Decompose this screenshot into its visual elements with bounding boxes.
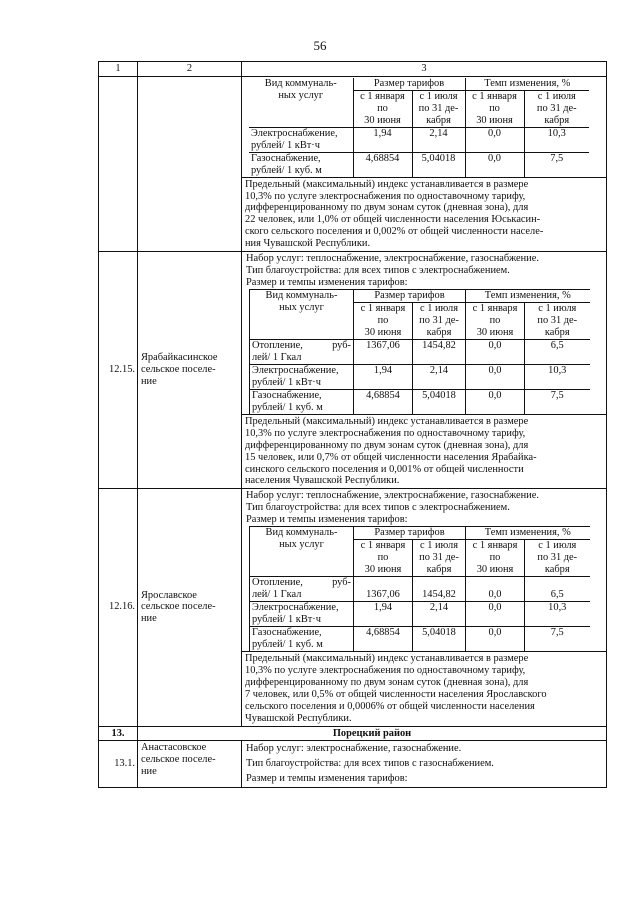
settlement-name: Ярославское сельское поселе- ние: [138, 489, 242, 726]
page-number: 56: [313, 38, 327, 53]
tariff-size-header: Размер тарифов: [353, 78, 465, 90]
inner-tariff-table: Вид коммуналь- ных услуг Размер тарифов Темп изменения, % с 1 января по 30 июня с 1 июля по 31 де- кабря с 1 января по 30 июня с 1 июля по 31 де- кабря Отопление, руб- лей/ 1 Гкал 1367,06 1454,82 0,0 6,5 Электроснабжение, рублей/ 1 кВт·ч 1,94 2,14 0,0 10,3 Газоснабжение, рублей/ 1 куб. м 4,68854 5,04018 0,0 7,5: [249, 289, 590, 414]
settlement-name: Ярабайкасинское сельское поселе- ние: [138, 252, 242, 489]
row-content: Набор услуг: теплоснабжение, электроснабжение, газоснабжение. Тип благоустройства: для всех типов с электроснабжением. Размер и темпы изменения тарифов: Вид коммуналь- ных услуг Размер тарифов Темп изменения, % с 1 января по 30 июня с 1 июля по 31 де- кабря с 1 января по 30 июня с 1 июля по 31 де- кабря Отопление, руб- лей/ 1 Гкал 1367,06 1454,82 0,0 6,5 Электроснабжение, рублей/ 1 кВт·ч 1,94 2,14 0,0 10,3 Газоснабжение, рублей/ 1 куб. м 4,68854 5,04018 0,0 7,5 Предельный (максимальный) индекс устанавливается в размере 10,3% по услуге электроснабжения по одноставочному тарифу, дифференцированному по двум зонам суток (дневная зона), для 15 человек, или 0,7% от общей численности населения Ярабайка- синского сельского поселения и 0,001% от общей численности населения Чувашской Республики.: [242, 252, 607, 489]
service-row: Электроснабжение, рублей/ 1 кВт·ч 1,94 2,14 0,0 10,3: [249, 127, 589, 152]
index-note: Предельный (максимальный) индекс устанавливается в размере 10,3% по услуге электроснабжения по одноставочному тарифу, дифференцированному по двум зонам суток (дневная зона), для 15 человек, или 0,7% от общей численности населения Ярабайка- синского сельского поселения и 0,001% от общей численности населения Чувашской Республики.: [242, 414, 606, 488]
region-number: 13.: [99, 726, 138, 741]
table-row-12-15: [99, 252, 607, 489]
table-header-row: [99, 62, 607, 77]
index-note: Предельный (максимальный) индекс устанавливается в размере 10,3% по услуге электроснабжения по одноставочному тарифу, дифференцированному по двум зонам суток (дневная зона), для 7 человек, или 0,5% от общей численности населения Ярославского сельского поселения и 0,0006% от общей численности населения Чувашской Республики.: [242, 651, 606, 725]
service-row: Электроснабжение, рублей/ 1 кВт·ч 1,94 2,14 0,0 10,3: [250, 601, 590, 626]
row-content: Набор услуг: теплоснабжение, электроснабжение, газоснабжение. Тип благоустройства: для всех типов с электроснабжением. Размер и темпы изменения тарифов: Вид коммуналь- ных услуг Размер тарифов Темп изменения, % с 1 января по 30 июня с 1 июля по 31 де- кабря с 1 января по 30 июня с 1 июля по 31 де- кабря Отопление, руб- лей/ 1 Гкал 1367,06 1454,82 0,0 6,5 Электроснабжение, рублей/ 1 кВт·ч 1,94 2,14 0,0 10,3 Газоснабжение, рублей/ 1 куб. м 4,68854 5,04018 0,0 7,5 Предельный (максимальный) индекс устанавливается в размере 10,3% по услуге электроснабжения по одноставочному тарифу, дифференцированному по двум зонам суток (дневная зона), для 7 человек, или 0,5% от общей численности населения Ярославского сельского поселения и 0,0006% от общей численности населения Чувашской Республики.: [242, 489, 607, 726]
column-header-2: 2: [138, 62, 242, 77]
service-row: Газоснабжение, рублей/ 1 куб. м 4,68854 5,04018 0,0 7,5: [250, 626, 590, 650]
inner-tariff-table: Вид коммуналь- ных услуг Размер тарифов Темп изменения, % с 1 января по 30 июня с 1 июля по 31 де- кабря с 1 января по 30 июня с 1 июля по 31 де- кабря Отопление, руб- лей/ 1 Гкал 1367,06 1454,82 0,0 6,5 Электроснабжение, рублей/ 1 кВт·ч 1,94 2,14 0,0 10,3 Газоснабжение, рублей/ 1 куб. м 4,68854 5,04018 0,0 7,5: [249, 526, 590, 651]
row-number: 13.1.: [99, 741, 138, 788]
row-content: Набор услуг: электроснабжение, газоснабжение. Тип благоустройства: для всех типов с газоснабжением. Размер и темпы изменения тарифов:: [242, 741, 607, 788]
tariff-table: [98, 61, 607, 788]
table-row-continued: [99, 76, 607, 251]
inner-tariff-table: Вид коммуналь- ных услуг Размер тарифов Темп изменения, % с 1 января по 30 июня с 1 июля по 31 де- кабря с 1 января по 30 июня с 1 июля по 31 де- кабря Электроснабжение, рублей/ 1 кВт·ч 1,94 2,14 0,0 10,3 Газоснабжение, рублей/ 1 куб. м 4,68854 5,04018 0,0 7,5: [249, 78, 589, 177]
row-number: 12.15.: [99, 252, 138, 489]
region-row: [99, 726, 607, 741]
service-row: Газоснабжение, рублей/ 1 куб. м 4,68854 5,04018 0,0 7,5: [249, 152, 589, 176]
column-header-1: 1: [99, 62, 138, 77]
row-number: 12.16.: [99, 489, 138, 726]
service-header: Вид коммуналь- ных услуг: [249, 78, 353, 127]
service-row: Отопление, руб- лей/ 1 Гкал 1367,06 1454,82 0,0 6,5: [250, 577, 590, 602]
service-row: Электроснабжение, рублей/ 1 кВт·ч 1,94 2,14 0,0 10,3: [250, 364, 590, 389]
settlement-name: Анастасовское сельское поселе- ние: [138, 741, 242, 788]
column-header-3: 3: [242, 62, 607, 77]
table-row-12-16: [99, 489, 607, 726]
region-name: Порецкий район: [138, 726, 607, 741]
change-rate-header: Темп изменения, %: [465, 78, 589, 90]
row-content: [242, 76, 607, 251]
service-row: Газоснабжение, рублей/ 1 куб. м 4,68854 5,04018 0,0 7,5: [250, 389, 590, 413]
index-note: Предельный (максимальный) индекс устанавливается в размере 10,3% по услуге электроснабжения по одноставочному тарифу, дифференцированному по двум зонам суток (дневная зона), для 22 человек, или 1,0% от общей численности населения Юськасин- ского сельского поселения и 0,002% от общей численности населе- ния Чувашской Республики.: [242, 177, 606, 251]
service-row: Отопление, руб- лей/ 1 Гкал 1367,06 1454,82 0,0 6,5: [250, 339, 590, 364]
table-row-13-1: [99, 741, 607, 788]
